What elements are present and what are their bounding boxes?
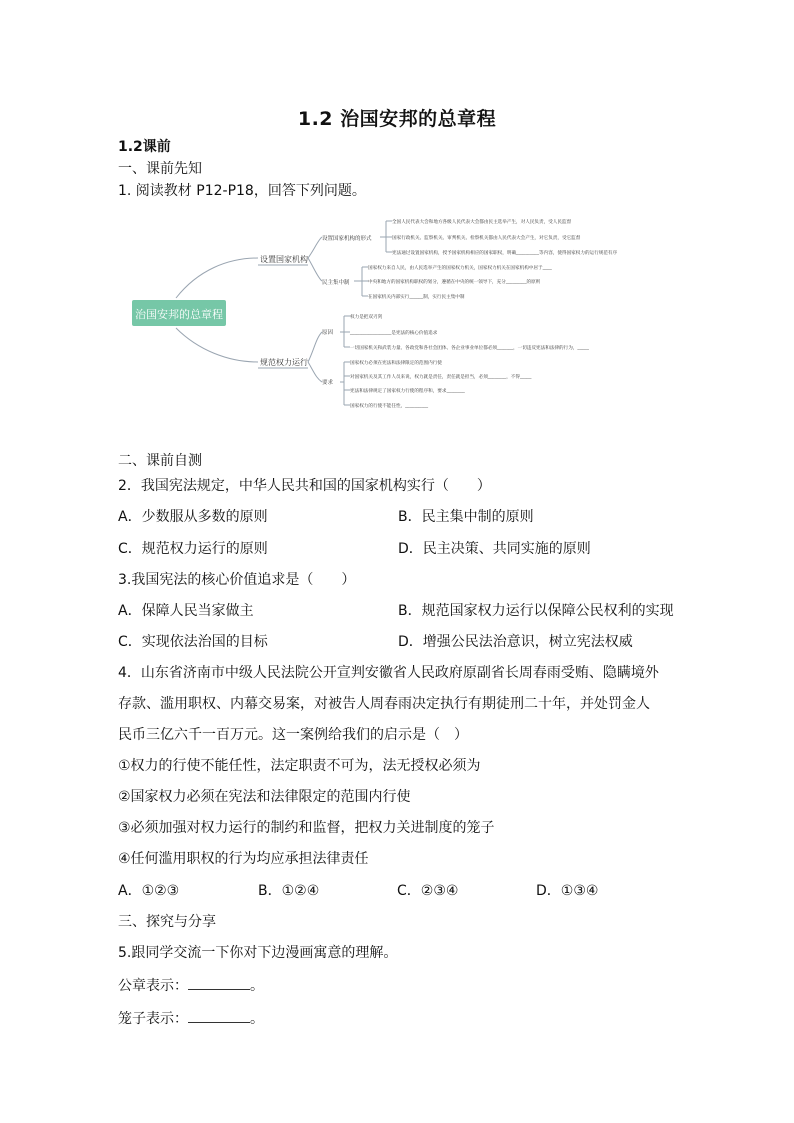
- question-3-option-d[interactable]: D．增强公民法治意识，树立宪法权威: [398, 634, 633, 650]
- question-4-option-d[interactable]: D．①③④: [536, 883, 599, 899]
- branch-1-sub-1-item: 国家行政机关、监察机关、审判机关、检察机关都由人民代表大会产生，对它负责，受它监督: [392, 236, 581, 241]
- question-4-stem-line: 4．山东省济南市中级人民法院公开宣判安徽省人民政府原副省长周春雨受贿、隐瞒境外: [118, 665, 659, 681]
- answer-cage-period: 。: [250, 1011, 264, 1027]
- branch-2-label: 规范权力运行: [260, 358, 308, 367]
- answer-seal-label: 公章表示：: [118, 978, 188, 994]
- question-4-statement-1: ①权力的行使不能任性，法定职责不可为，法无授权必须为: [118, 758, 481, 774]
- branch-2-sub-2-item: 国家权力必须在宪法和法律限定的范围内行使: [350, 361, 442, 366]
- branch-1-sub-2-item: 在国家机关内部实行______制，实行民主集中制: [368, 295, 465, 300]
- branch-2-sub-1-item: __________________是宪法的核心价值追求: [350, 331, 438, 336]
- branch-2-sub-1-item: 一切国家机关和武装力量、各政党和各社会团体、各企业事业单位都必须_______，一切违反宪法和法律的行为，_____: [350, 346, 589, 351]
- question-3-option-c[interactable]: C．实现依法治国的目标: [118, 634, 268, 650]
- section-heading-2: 二、课前自测: [118, 453, 202, 469]
- branch-2-sub-1-item: 权力是把双刃剑: [350, 315, 383, 320]
- question-3-stem: 3.我国宪法的核心价值追求是（ ）: [118, 572, 356, 588]
- question-1: 1. 阅读教材 P12-P18，回答下列问题。: [118, 183, 366, 199]
- mind-map: [118, 210, 678, 420]
- branch-2-sub-2-item: 宪法和法律规定了国家权力行使的程序和，要求________: [350, 389, 465, 394]
- question-5-stem: 5.跟同学交流一下你对下边漫画寓意的理解。: [118, 945, 398, 961]
- question-3-option-b[interactable]: B．规范国家权力运行以保障公民权利的实现: [398, 603, 674, 619]
- question-4-option-a[interactable]: A．①②③: [118, 883, 180, 899]
- section-heading-3: 三、探究与分享: [118, 914, 216, 930]
- answer-cage-blank[interactable]: [188, 1010, 250, 1023]
- answer-seal-blank[interactable]: [188, 977, 250, 990]
- branch-1-sub-1-item: 宪法通过设置国家机构，授予国家机构相应的国家职权，明确__________等内容，使得国家权力的运行规范有序: [392, 251, 618, 256]
- question-4-statement-3: ③必须加强对权力运行的制约和监督，把权力关进制度的笼子: [118, 820, 495, 836]
- question-5-answer-cage: [118, 1010, 264, 1028]
- question-2-stem: 2．我国宪法规定，中华人民共和国的国家机构实行（ ）: [118, 478, 491, 494]
- question-2-option-d[interactable]: D．民主决策、共同实施的原则: [398, 541, 591, 557]
- mind-map-root-label: 治国安邦的总章程: [135, 308, 223, 321]
- section-pre-class: 1.2课前: [118, 139, 171, 155]
- question-4-option-c[interactable]: C．②③④: [397, 883, 459, 899]
- question-4-stem-line: 民币三亿六千一百万元。这一案例给我们的启示是（ ）: [118, 727, 468, 743]
- question-4-statement-2: ②国家权力必须在宪法和法律限定的范围内行使: [118, 789, 411, 805]
- branch-1-sub-1-label: 设置国家机构的形式: [322, 236, 372, 242]
- question-2-option-a[interactable]: A．少数服从多数的原则: [118, 509, 268, 525]
- question-2-option-b[interactable]: B．民主集中制的原则: [398, 509, 534, 525]
- branch-2-sub-2-item: 对国家机关及其工作人员来说，权力就是责任，责任就是担当，必须________，不得_____: [350, 375, 532, 380]
- answer-cage-label: 笼子表示：: [118, 1011, 188, 1027]
- question-4-option-b[interactable]: B．①②④: [258, 883, 320, 899]
- branch-1-sub-2-item: 中央和地方的国家机构职权的划分，遵循在中央的统一领导下，充分_________的原则: [368, 280, 541, 285]
- branch-2-sub-2-label: 要求: [322, 380, 334, 386]
- question-3-option-a[interactable]: A．保障人民当家做主: [118, 603, 254, 619]
- branch-2-sub-2-item: 国家权力的行使不能任性，__________: [350, 404, 429, 409]
- question-2-option-c[interactable]: C．规范权力运行的原则: [118, 541, 268, 557]
- branch-1-label: 设置国家机构: [260, 255, 308, 264]
- branch-1-sub-2-label: 民主集中制: [322, 280, 350, 286]
- branch-1-sub-1-item: 全国人民代表大会和地方各级人民代表大会都由民主选举产生，对人民负责，受人民监督: [392, 220, 572, 225]
- page-title: 1.2 治国安邦的总章程: [297, 108, 497, 130]
- branch-2-sub-1-label: 原因: [322, 330, 334, 336]
- question-4-stem-line: 存款、滥用职权、内幕交易案，对被告人周春雨决定执行有期徒刑二十年，并处罚金人: [118, 696, 650, 712]
- answer-seal-period: 。: [250, 978, 264, 994]
- question-5-answer-seal: [118, 977, 264, 995]
- question-4-statement-4: ④任何滥用职权的行为均应承担法律责任: [118, 851, 369, 867]
- branch-1-sub-2-item: 国家权力来自人民，由人民选举产生的国家权力机关，国家权力机关在国家机构中居于____: [368, 266, 552, 271]
- section-heading-1: 一、课前先知: [118, 161, 202, 177]
